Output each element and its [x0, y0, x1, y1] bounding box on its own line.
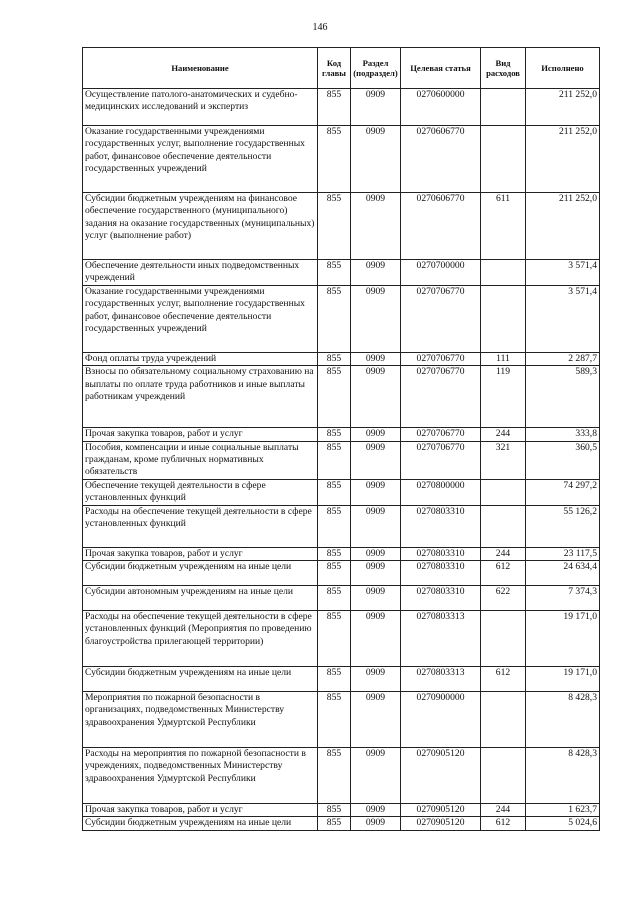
header-section: Раздел (подраздел) — [351, 48, 401, 89]
cell-done: 19 171,0 — [526, 667, 600, 692]
cell-section: 0909 — [351, 479, 401, 505]
table-row — [83, 89, 600, 126]
cell-type — [481, 479, 526, 505]
cell-name: Расходы на мероприятия по пожарной безопасности в учреждениях, подведомственных Министерству здравоохранения Удмуртской Республики — [83, 748, 318, 804]
cell-code: 855 — [318, 89, 351, 126]
cell-code: 855 — [318, 260, 351, 286]
cell-type: 612 — [481, 561, 526, 586]
cell-code: 855 — [318, 586, 351, 611]
cell-name: Расходы на обеспечение текущей деятельности в сфере установленных функций (Мероприятия по проведению благоустройства прилегающей территории) — [83, 611, 318, 667]
cell-type — [481, 285, 526, 352]
cell-type: 321 — [481, 441, 526, 479]
table-row — [83, 667, 600, 692]
cell-target: 0270706770 — [401, 285, 481, 352]
cell-code: 855 — [318, 804, 351, 817]
cell-type — [481, 260, 526, 286]
cell-code: 855 — [318, 193, 351, 260]
cell-code: 855 — [318, 428, 351, 441]
table-row — [83, 126, 600, 193]
cell-done: 3 571,4 — [526, 260, 600, 286]
cell-target: 0270800000 — [401, 479, 481, 505]
cell-code: 855 — [318, 611, 351, 667]
table-row — [83, 505, 600, 547]
cell-target: 0270606770 — [401, 126, 481, 193]
table-row — [83, 366, 600, 428]
cell-done: 5 024,6 — [526, 817, 600, 830]
cell-target: 0270706770 — [401, 428, 481, 441]
table-row — [83, 586, 600, 611]
cell-code: 855 — [318, 817, 351, 830]
cell-done: 55 126,2 — [526, 505, 600, 547]
cell-section: 0909 — [351, 586, 401, 611]
cell-done: 1 623,7 — [526, 804, 600, 817]
cell-target: 0270706770 — [401, 366, 481, 428]
cell-code: 855 — [318, 479, 351, 505]
cell-target: 0270606770 — [401, 193, 481, 260]
table-row — [83, 285, 600, 352]
cell-target: 0270803310 — [401, 505, 481, 547]
cell-name: Прочая закупка товаров, работ и услуг — [83, 804, 318, 817]
cell-done: 333,8 — [526, 428, 600, 441]
cell-section: 0909 — [351, 667, 401, 692]
cell-code: 855 — [318, 126, 351, 193]
cell-name: Субсидии бюджетным учреждениям на иные цели — [83, 561, 318, 586]
cell-name: Обеспечение деятельности иных подведомственных учреждений — [83, 260, 318, 286]
table-row — [83, 611, 600, 667]
cell-done: 7 374,3 — [526, 586, 600, 611]
table-row — [83, 441, 600, 479]
cell-target: 0270803313 — [401, 667, 481, 692]
table-row — [83, 748, 600, 804]
table-row — [83, 479, 600, 505]
cell-done: 211 252,0 — [526, 126, 600, 193]
cell-section: 0909 — [351, 428, 401, 441]
cell-type: 119 — [481, 366, 526, 428]
cell-section: 0909 — [351, 193, 401, 260]
cell-section: 0909 — [351, 285, 401, 352]
cell-target: 0270905120 — [401, 748, 481, 804]
cell-done: 19 171,0 — [526, 611, 600, 667]
cell-type — [481, 505, 526, 547]
cell-type — [481, 126, 526, 193]
cell-section: 0909 — [351, 441, 401, 479]
cell-type: 612 — [481, 817, 526, 830]
cell-done: 589,3 — [526, 366, 600, 428]
cell-type: 611 — [481, 193, 526, 260]
cell-code: 855 — [318, 667, 351, 692]
table-row — [83, 193, 600, 260]
cell-section: 0909 — [351, 352, 401, 365]
cell-section: 0909 — [351, 260, 401, 286]
cell-target: 0270706770 — [401, 441, 481, 479]
cell-done: 74 297,2 — [526, 479, 600, 505]
cell-name: Обеспечение текущей деятельности в сфере установленных функций — [83, 479, 318, 505]
header-type: Вид расходов — [481, 48, 526, 89]
cell-section: 0909 — [351, 748, 401, 804]
table-row — [83, 804, 600, 817]
cell-code: 855 — [318, 748, 351, 804]
page-number: 146 — [312, 22, 328, 33]
cell-type — [481, 748, 526, 804]
cell-code: 855 — [318, 441, 351, 479]
cell-name: Мероприятия по пожарной безопасности в организациях, подведомственных Министерству здравоохранения Удмуртской Республики — [83, 692, 318, 748]
cell-target: 0270706770 — [401, 352, 481, 365]
cell-done: 3 571,4 — [526, 285, 600, 352]
table-row — [83, 817, 600, 830]
cell-target: 0270803310 — [401, 547, 481, 560]
cell-section: 0909 — [351, 804, 401, 817]
cell-name: Оказание государственными учреждениями государственных услуг, выполнение государственных работ, финансовое обеспечение деятельности государственных учреждений — [83, 285, 318, 352]
header-code: Код главы — [318, 48, 351, 89]
table-header-row — [83, 48, 600, 89]
cell-target: 0270600000 — [401, 89, 481, 126]
table-row — [83, 260, 600, 286]
cell-target: 0270905120 — [401, 817, 481, 830]
cell-name: Субсидии автономным учреждениям на иные цели — [83, 586, 318, 611]
cell-target: 0270803310 — [401, 586, 481, 611]
cell-code: 855 — [318, 505, 351, 547]
cell-done: 211 252,0 — [526, 89, 600, 126]
cell-done: 2 287,7 — [526, 352, 600, 365]
header-name: Наименование — [83, 48, 318, 89]
cell-section: 0909 — [351, 89, 401, 126]
cell-section: 0909 — [351, 126, 401, 193]
cell-code: 855 — [318, 561, 351, 586]
budget-table — [82, 47, 600, 831]
table-row — [83, 547, 600, 560]
table-row — [83, 692, 600, 748]
cell-done: 211 252,0 — [526, 193, 600, 260]
cell-name: Взносы по обязательному социальному страхованию на выплаты по оплате труда работников и иные выплаты работникам учреждений — [83, 366, 318, 428]
table-row — [83, 352, 600, 365]
cell-done: 8 428,3 — [526, 692, 600, 748]
cell-name: Оказание государственными учреждениями государственных услуг, выполнение государственных работ, финансовое обеспечение деятельности государственных учреждений — [83, 126, 318, 193]
cell-name: Субсидии бюджетным учреждениям на иные цели — [83, 817, 318, 830]
cell-name: Субсидии бюджетным учреждениям на иные цели — [83, 667, 318, 692]
cell-name: Прочая закупка товаров, работ и услуг — [83, 547, 318, 560]
cell-target: 0270803313 — [401, 611, 481, 667]
cell-section: 0909 — [351, 692, 401, 748]
header-target: Целевая статья — [401, 48, 481, 89]
cell-name: Прочая закупка товаров, работ и услуг — [83, 428, 318, 441]
cell-target: 0270900000 — [401, 692, 481, 748]
cell-code: 855 — [318, 366, 351, 428]
table-row — [83, 561, 600, 586]
cell-name: Расходы на обеспечение текущей деятельности в сфере установленных функций — [83, 505, 318, 547]
cell-target: 0270905120 — [401, 804, 481, 817]
cell-done: 360,5 — [526, 441, 600, 479]
cell-code: 855 — [318, 285, 351, 352]
cell-name: Пособия, компенсации и иные социальные выплаты гражданам, кроме публичных нормативных обязательств — [83, 441, 318, 479]
cell-name: Фонд оплаты труда учреждений — [83, 352, 318, 365]
table-row — [83, 428, 600, 441]
cell-section: 0909 — [351, 366, 401, 428]
header-done: Исполнено — [526, 48, 600, 89]
cell-type — [481, 611, 526, 667]
cell-code: 855 — [318, 692, 351, 748]
cell-section: 0909 — [351, 611, 401, 667]
cell-target: 0270803310 — [401, 561, 481, 586]
cell-type — [481, 692, 526, 748]
cell-type: 244 — [481, 428, 526, 441]
cell-type: 622 — [481, 586, 526, 611]
cell-code: 855 — [318, 352, 351, 365]
cell-type: 244 — [481, 547, 526, 560]
cell-name: Осуществление патолого-анатомических и судебно-медицинских исследований и экспертиз — [83, 89, 318, 126]
cell-done: 8 428,3 — [526, 748, 600, 804]
cell-section: 0909 — [351, 505, 401, 547]
cell-done: 23 117,5 — [526, 547, 600, 560]
cell-type: 111 — [481, 352, 526, 365]
cell-type: 244 — [481, 804, 526, 817]
cell-done: 24 634,4 — [526, 561, 600, 586]
cell-type — [481, 89, 526, 126]
cell-section: 0909 — [351, 817, 401, 830]
cell-name: Субсидии бюджетным учреждениям на финансовое обеспечение государственного (муниципального) задания на оказание государственных (муниципальных) услуг (выполнение работ) — [83, 193, 318, 260]
cell-code: 855 — [318, 547, 351, 560]
cell-target: 0270700000 — [401, 260, 481, 286]
cell-section: 0909 — [351, 561, 401, 586]
cell-section: 0909 — [351, 547, 401, 560]
cell-type: 612 — [481, 667, 526, 692]
